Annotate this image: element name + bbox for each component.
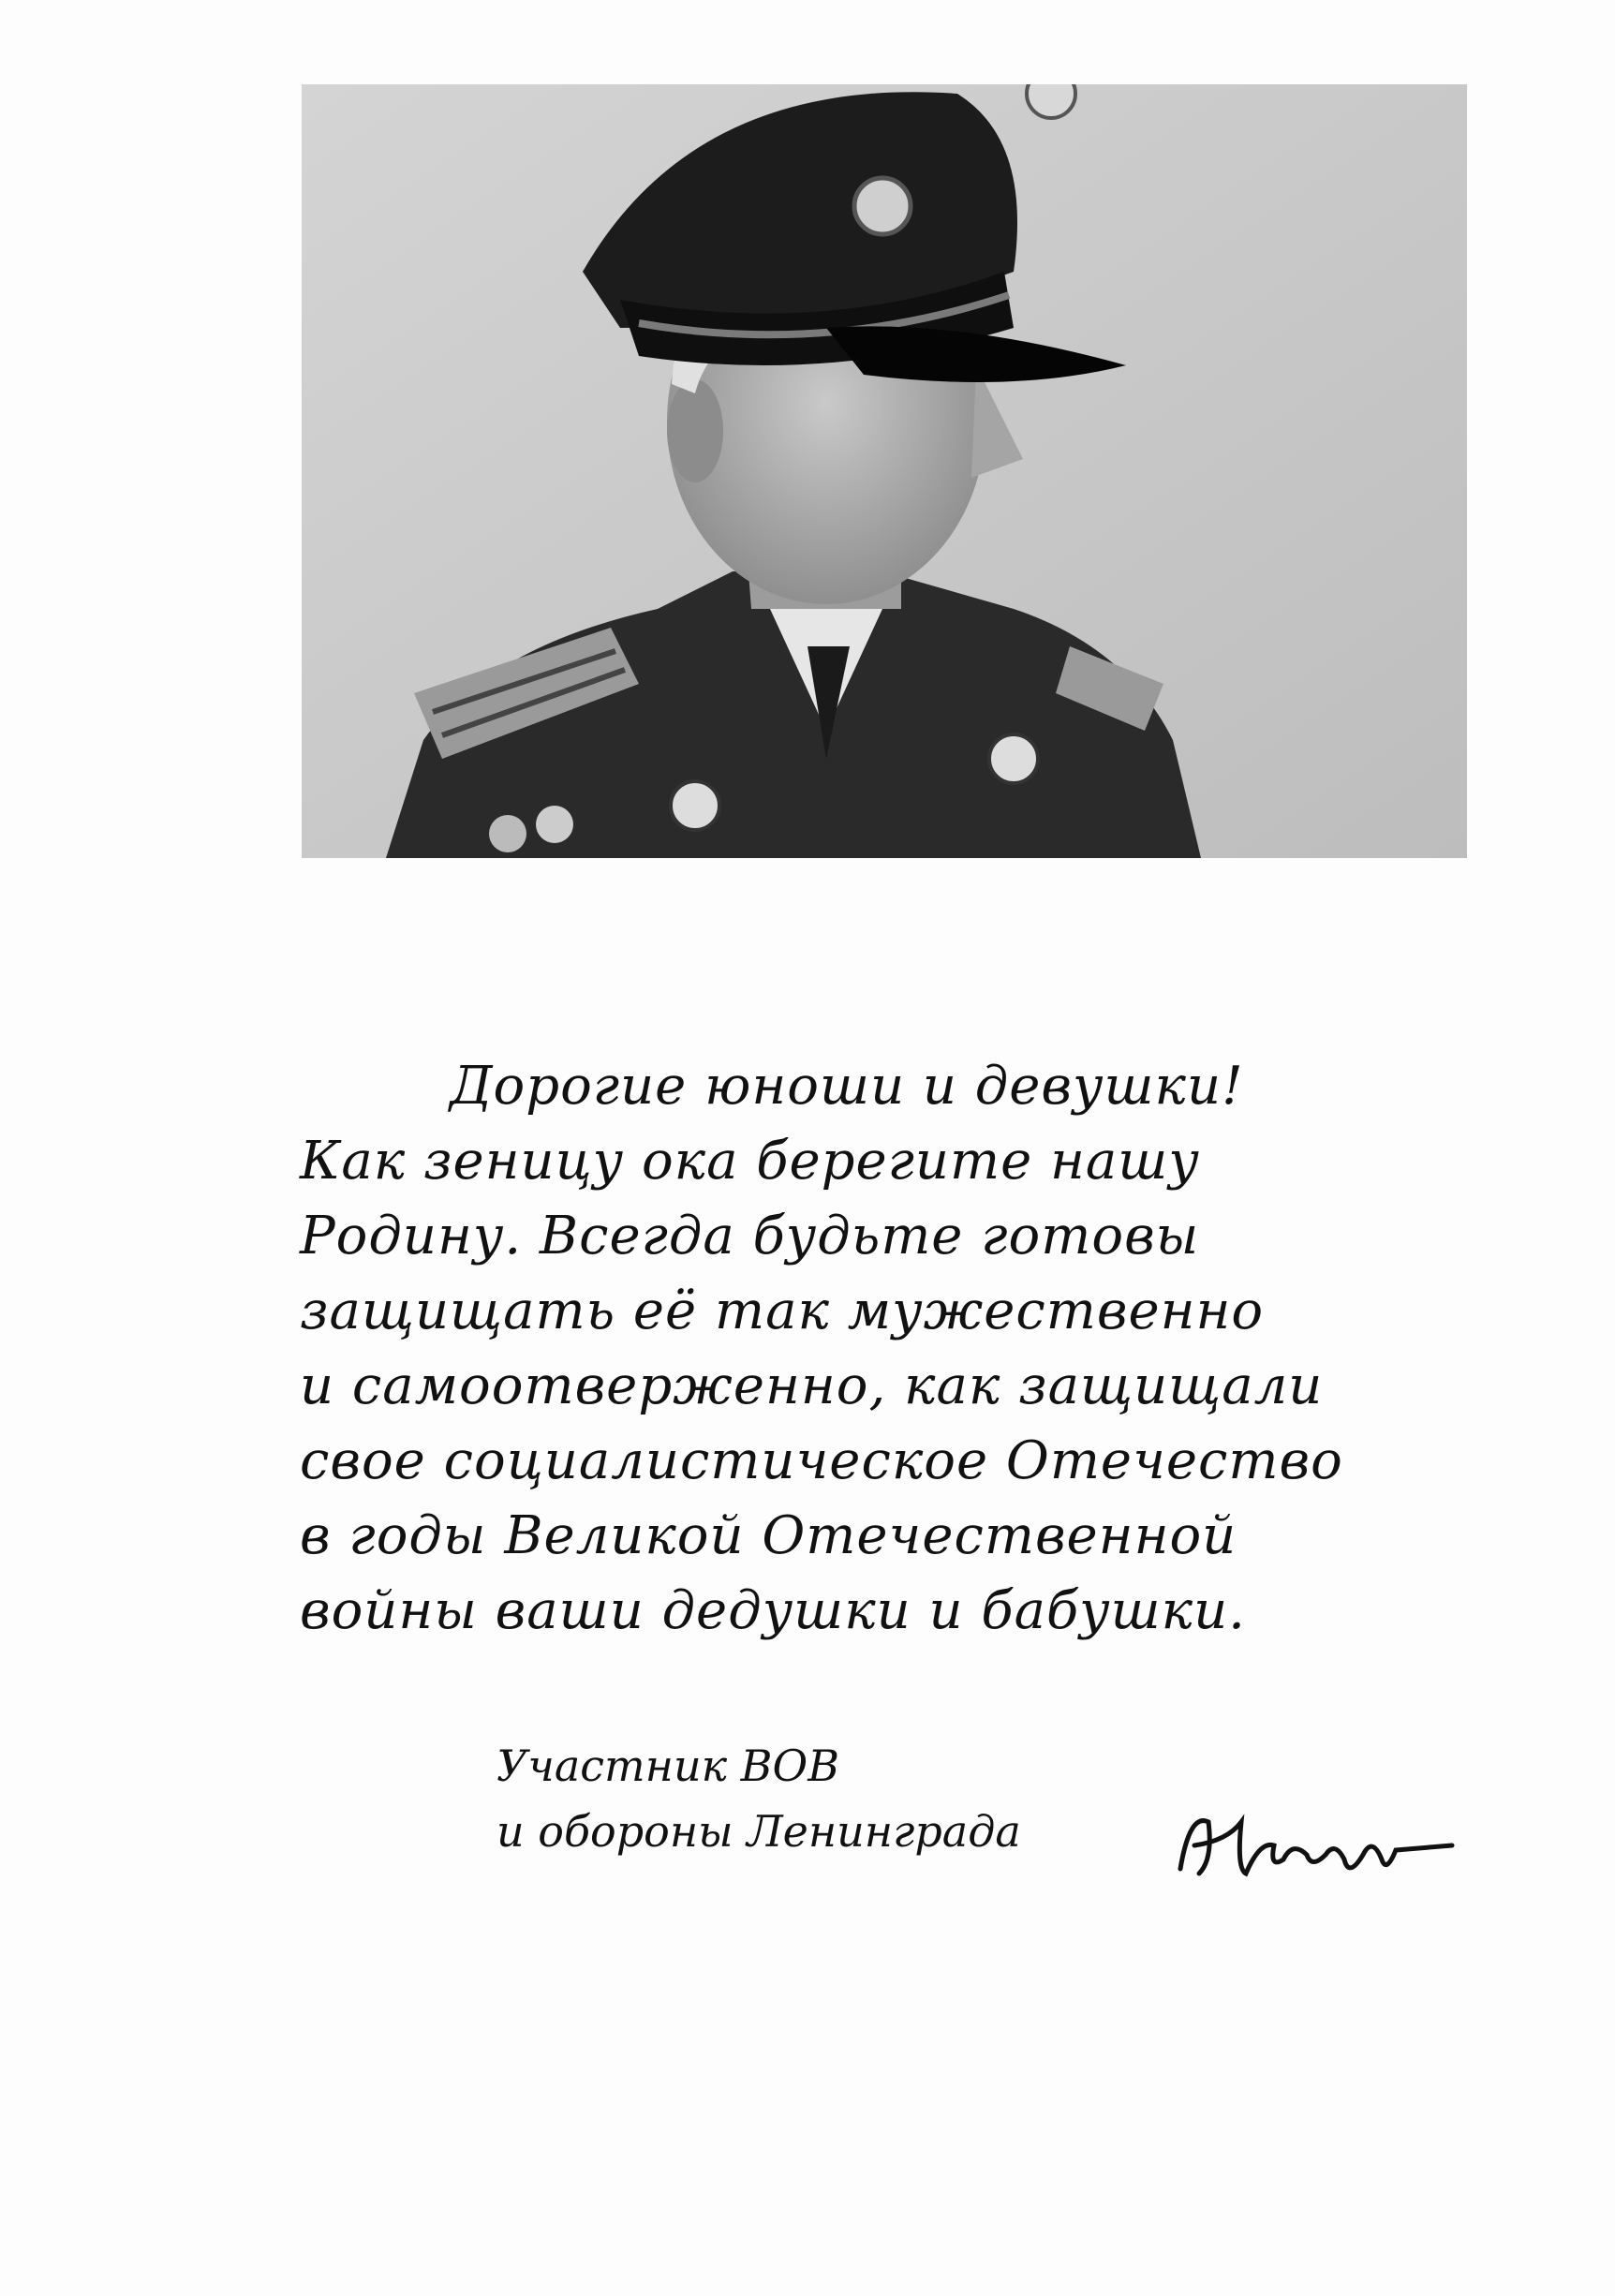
veteran-portrait-photo (302, 84, 1467, 858)
signature-caption (496, 1733, 1021, 1864)
signature-caption-line: Участник ВОВ (496, 1741, 840, 1791)
handwritten-signature (1171, 1803, 1461, 1888)
portrait-illustration (302, 84, 1467, 858)
letter-line: и самоотверженно, как защищали (300, 1355, 1324, 1416)
handwritten-letter (300, 1049, 1518, 1649)
letter-line: защищать её так мужественно (300, 1281, 1265, 1341)
letter-line: Дорогие юноши и девушки! (450, 1056, 1244, 1117)
letter-line: в годы Великой Отечественной (300, 1505, 1237, 1566)
letter-line: Как зеницу ока берегите нашу (300, 1131, 1200, 1192)
letter-line: Родину. Всегда будьте готовы (300, 1206, 1200, 1267)
signature-caption-line: и обороны Ленинграда (496, 1806, 1021, 1857)
letter-line: войны ваши дедушки и бабушки. (300, 1580, 1246, 1641)
letter-line: свое социалистическое Отечество (300, 1430, 1343, 1491)
